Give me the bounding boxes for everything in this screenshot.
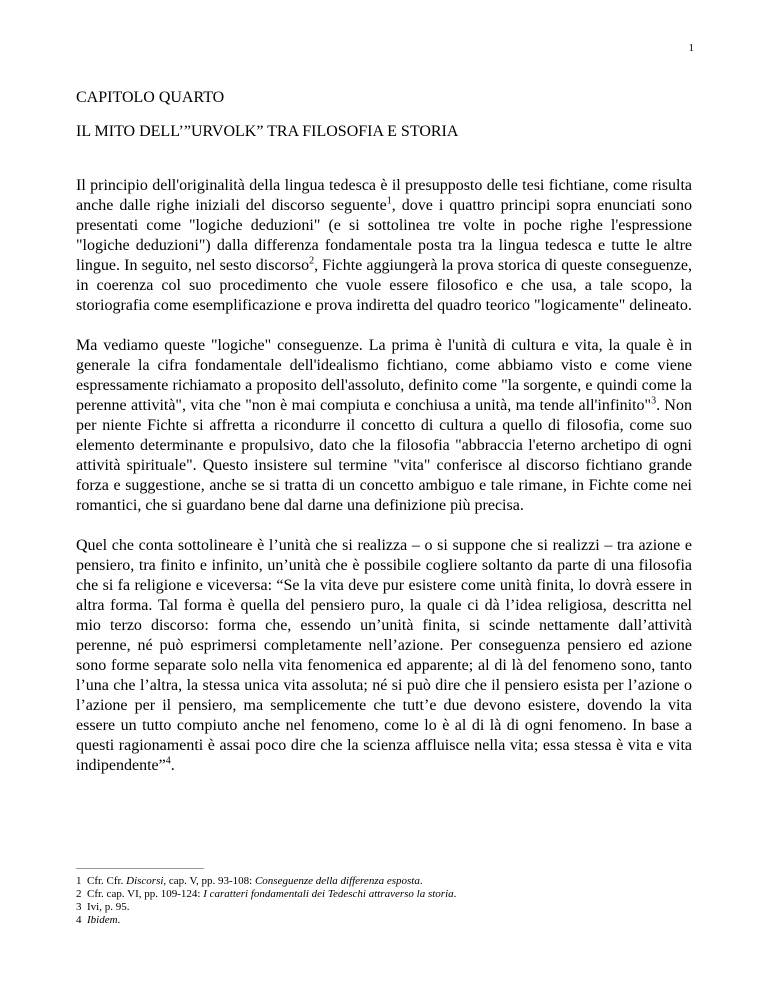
paragraph-text: , Fichte aggiungerà la prova storica di queste conseguenze, in coerenza col suo procedimento che vuole essere filosofico e che usa, a tale scopo, la storiografia come esemplificazione e prova indiretta del quadro teorico "logicamente" delineato. bbox=[76, 257, 692, 314]
footnote-ref-4[interactable]: 4 bbox=[165, 755, 171, 767]
footnote-1 bbox=[76, 875, 456, 888]
footnote-4 bbox=[76, 914, 456, 927]
footnote-3 bbox=[76, 901, 456, 914]
paragraph-3 bbox=[76, 536, 692, 776]
footnote-ref-3[interactable]: 3 bbox=[651, 395, 657, 407]
paragraph-2 bbox=[76, 336, 692, 516]
paragraph-text: . bbox=[170, 757, 175, 774]
footnotes bbox=[76, 875, 456, 927]
footnote-text: Ibidem. bbox=[87, 914, 121, 926]
footnote-2 bbox=[76, 888, 456, 901]
paragraph-text: . Non per niente Fichte si affretta a ricondurre il concetto di cultura a quello di filosofia, come suo elemento determinante e propulsivo, dato che la filosofia "abbraccia l'eterno archetipo di ogni attività spirituale". Questo insistere sul termine "vita" conferisce al discorso fichtiano grande forza e suggestione, anche se si tratta di un concetto ambiguo e tale rimane, in Fichte come nei romantici, che si guardano bene dal darne una definizione più precisa. bbox=[76, 397, 692, 514]
paragraph-text: , dove i quattro principi sopra enunciati sono presentati come "logiche deduzioni" (e si sottolinea tre volte in poche righe l'espressione "logiche deduzioni") dalla differenza fondamentale posta tra la lingua tedesca e tutte le altre lingue. In seguito, nel sesto discorso bbox=[76, 197, 692, 274]
footnote-text: Cfr. Cfr. Discorsi, cap. V, pp. 93-108: Conseguenze della differenza esposta. bbox=[87, 875, 423, 887]
chapter-subtitle: IL MITO DELL’”URVOLK” TRA FILOSOFIA E STORIA bbox=[76, 123, 459, 140]
footnote-number: 2 bbox=[76, 888, 82, 900]
body-text bbox=[76, 176, 692, 796]
paragraph-1 bbox=[76, 176, 692, 316]
footnote-text: Ivi, p. 95. bbox=[87, 901, 130, 913]
paragraph-text: Quel che conta sottolineare è l’unità che si realizza – o si suppone che si realizzi – tra azione e pensiero, tra finito e infinito, un’unità che è possibile cogliere soltanto da parte di una filosofia che si fa religione e viceversa: “Se la vita deve pur esistere come unità finita, lo dovrà essere in altra forma. Tal forma è quella del pensiero puro, la quale ci dà l’idea religiosa, descritta nel mio terzo discorso: forma che, essendo un’unità finita, si scinde nettamente dall’attività perenne, né può esprimersi completamente nell’azione. Per conseguenza pensiero ed azione sono forme separate solo nella vita fenomenica ed apparente; al di là del fenomeno sono, tanto l’una che l’altra, la stessa unica vita assoluta; né si può dire che il pensiero esista per l’azione o l’azione per il pensiero, ma semplicemente che tutt’e due devono esistere, dovendo la vita essere un tutto compiuto anche nel fenomeno, come lo è al di là di ogni fenomeno. In base a questi ragionamenti è assai poco dire che la scienza affluisce nella vita; essa stessa è vita e vita indipendente” bbox=[76, 537, 692, 774]
paragraph-text: Ma vediamo queste "logiche" conseguenze. La prima è l'unità di cultura e vita, la quale è in generale la cifra fondamentale dell'idealismo fichtiano, come abbiamo visto e come viene espressamente richiamato a proposito dell'assoluto, definito come "la sorgente, e quindi come la perenne attività", vita che "non è mai compiuta e conchiusa a unità, ma tende all'infinito" bbox=[76, 337, 692, 414]
page-number: 1 bbox=[688, 42, 694, 54]
footnote-number: 1 bbox=[76, 875, 82, 887]
paragraph-text: Il principio dell'originalità della lingua tedesca è il presupposto delle tesi fichtiane, come risulta anche dalle righe iniziali del discorso seguente bbox=[76, 177, 692, 214]
footnote-divider bbox=[76, 868, 204, 869]
footnote-text: Cfr. cap. VI, pp. 109-124: I caratteri fondamentali dei Tedeschi attraverso la storia. bbox=[87, 888, 457, 900]
chapter-title: CAPITOLO QUARTO bbox=[76, 89, 225, 106]
footnote-ref-1[interactable]: 1 bbox=[386, 195, 392, 207]
footnote-ref-2[interactable]: 2 bbox=[309, 255, 315, 267]
footnote-number: 3 bbox=[76, 901, 82, 913]
footnote-number: 4 bbox=[76, 914, 82, 926]
